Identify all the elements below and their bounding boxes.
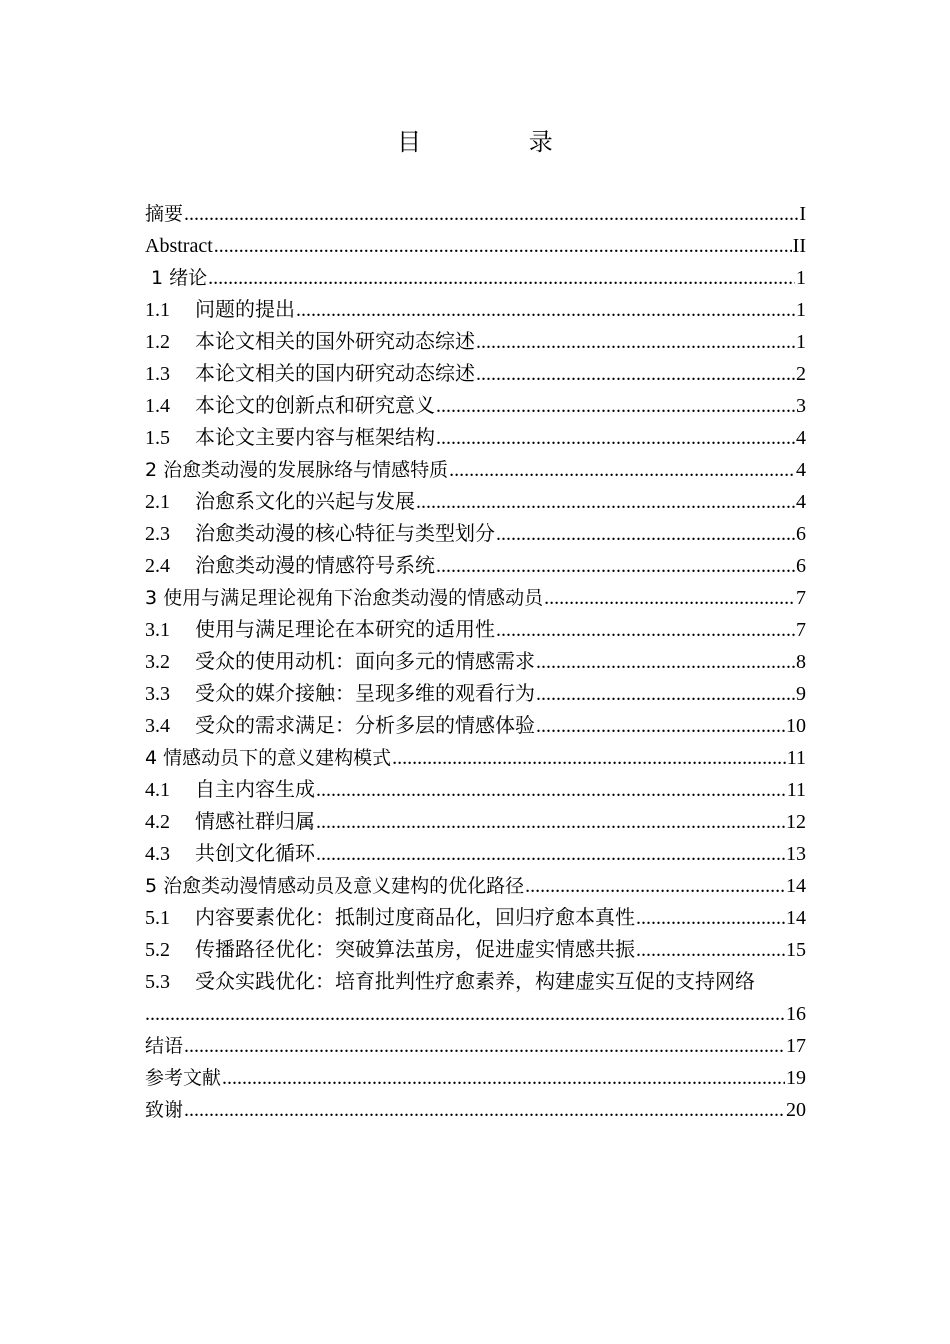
toc-entry-page: 6 xyxy=(796,523,806,545)
toc-entry-label: 受众实践优化：培育批判性疗愈素养，构建虚实互促的支持网络 xyxy=(195,971,755,993)
dot-leader xyxy=(525,870,785,902)
toc-entry[interactable] xyxy=(145,1062,806,1094)
toc-entry-number: 4.1 xyxy=(145,779,170,801)
toc-entry-label: 5 治愈类动漫情感动员及意义建构的优化路径 xyxy=(145,875,525,897)
toc-entry-number: 5.2 xyxy=(145,939,170,961)
toc-entry-label: 受众的使用动机：面向多元的情感需求 xyxy=(195,651,535,673)
toc-entry-label: 本论文主要内容与框架结构 xyxy=(195,427,435,449)
toc-entry[interactable] xyxy=(145,422,806,454)
toc-entry-label: 3 使用与满足理论视角下治愈类动漫的情感动员 xyxy=(145,587,544,609)
toc-entry-number: 5.1 xyxy=(145,907,170,929)
toc-entry[interactable] xyxy=(145,454,806,486)
dot-leader xyxy=(536,678,795,710)
toc-entry-page: 20 xyxy=(786,1099,806,1121)
toc-entry-label: 治愈类动漫的情感符号系统 xyxy=(195,555,435,577)
dot-leader xyxy=(222,1062,785,1094)
dot-leader xyxy=(184,198,798,230)
toc-entry-page: 2 xyxy=(796,363,806,385)
toc-entry[interactable] xyxy=(145,198,806,230)
toc-entry-page: 4 xyxy=(796,427,806,449)
toc-entry-page: 4 xyxy=(796,491,806,513)
toc-entry-page: II xyxy=(792,235,806,257)
toc-entry-number: 1.4 xyxy=(145,395,170,417)
toc-entry-continuation[interactable] xyxy=(145,998,806,1030)
toc-entry-page: 7 xyxy=(796,619,806,641)
toc-entry[interactable] xyxy=(145,390,806,422)
toc-entry-page: 11 xyxy=(786,747,806,769)
toc-entry-page: 15 xyxy=(786,939,806,961)
toc-entry-page: 17 xyxy=(786,1035,806,1057)
toc-entry[interactable] xyxy=(145,646,806,678)
toc-entry-label: 情感社群归属 xyxy=(195,811,315,833)
toc-entry-page: 3 xyxy=(796,395,806,417)
dot-leader xyxy=(544,582,795,614)
toc-entry-page: 1 xyxy=(796,267,806,289)
toc-entry-number: 4.3 xyxy=(145,843,170,865)
toc-entry-label: 治愈系文化的兴起与发展 xyxy=(195,491,415,513)
toc-entry[interactable] xyxy=(145,838,806,870)
toc-entry-page: 14 xyxy=(786,875,806,897)
toc-entry[interactable] xyxy=(145,486,806,518)
toc-entry-number: 1.1 xyxy=(145,299,170,321)
toc-entry[interactable] xyxy=(145,1030,806,1062)
toc-entry-label: 1 绪论 xyxy=(145,267,208,289)
toc-entry-page: 1 xyxy=(796,331,806,353)
toc-entry[interactable] xyxy=(145,966,806,998)
toc-entry-label: 本论文的创新点和研究意义 xyxy=(195,395,435,417)
toc-entry-number: 1.3 xyxy=(145,363,170,385)
toc-entry-label: 2 治愈类动漫的发展脉络与情感特质 xyxy=(145,459,449,481)
dot-leader xyxy=(392,742,786,774)
dot-leader xyxy=(449,454,795,486)
toc-entry[interactable] xyxy=(145,678,806,710)
toc-entry-label: 摘要 xyxy=(145,203,184,225)
dot-leader xyxy=(636,902,785,934)
dot-leader xyxy=(214,230,792,262)
toc-entry[interactable] xyxy=(145,710,806,742)
table-of-contents xyxy=(145,198,806,1126)
dot-leader xyxy=(436,390,795,422)
toc-entry[interactable] xyxy=(145,1094,806,1126)
toc-entry-number: 4.2 xyxy=(145,811,170,833)
toc-entry-page: 13 xyxy=(786,843,806,865)
toc-entry-label: 致谢 xyxy=(145,1099,184,1121)
toc-entry-number: 1.2 xyxy=(145,331,170,353)
dot-leader xyxy=(536,646,795,678)
toc-entry[interactable] xyxy=(145,358,806,390)
toc-entry-label: 使用与满足理论在本研究的适用性 xyxy=(195,619,495,641)
dot-leader xyxy=(476,358,795,390)
toc-entry[interactable] xyxy=(145,806,806,838)
dot-leader xyxy=(316,774,786,806)
toc-entry-number: 2.1 xyxy=(145,491,170,513)
toc-entry-page: 12 xyxy=(786,811,806,833)
dot-leader xyxy=(476,326,795,358)
toc-entry-number: 3.1 xyxy=(145,619,170,641)
toc-entry-page: 14 xyxy=(786,907,806,929)
toc-entry-number: 3.4 xyxy=(145,715,170,737)
toc-entry-number: 1.5 xyxy=(145,427,170,449)
toc-entry-label: 受众的需求满足：分析多层的情感体验 xyxy=(195,715,535,737)
toc-entry-page: 1 xyxy=(796,299,806,321)
dot-leader xyxy=(316,838,785,870)
toc-entry[interactable] xyxy=(145,326,806,358)
dot-leader xyxy=(416,486,795,518)
toc-entry-label: 治愈类动漫的核心特征与类型划分 xyxy=(195,523,495,545)
toc-entry[interactable] xyxy=(145,262,806,294)
dot-leader xyxy=(536,710,785,742)
toc-entry[interactable] xyxy=(145,614,806,646)
toc-entry-label: Abstract xyxy=(145,235,213,257)
toc-entry[interactable] xyxy=(145,742,806,774)
toc-entry[interactable] xyxy=(145,550,806,582)
dot-leader xyxy=(296,294,795,326)
dot-leader xyxy=(436,422,795,454)
toc-entry[interactable] xyxy=(145,934,806,966)
toc-entry[interactable] xyxy=(145,902,806,934)
toc-entry-label: 本论文相关的国内研究动态综述 xyxy=(195,363,475,385)
dot-leader xyxy=(184,1094,785,1126)
toc-entry[interactable] xyxy=(145,582,806,614)
toc-entry[interactable] xyxy=(145,294,806,326)
toc-entry-label: 传播路径优化：突破算法茧房，促进虚实情感共振 xyxy=(195,939,635,961)
dot-leader xyxy=(496,614,795,646)
toc-entry-page: 4 xyxy=(796,459,806,481)
toc-title: 目 录 xyxy=(397,128,603,156)
toc-entry-page: 6 xyxy=(796,555,806,577)
toc-entry-label: 自主内容生成 xyxy=(195,779,315,801)
toc-entry-label: 内容要素优化：抵制过度商品化，回归疗愈本真性 xyxy=(195,907,635,929)
toc-entry[interactable] xyxy=(145,230,806,262)
toc-entry-label: 4 情感动员下的意义建构模式 xyxy=(145,747,392,769)
toc-entry-page: I xyxy=(799,203,806,225)
toc-entry-page: 19 xyxy=(786,1067,806,1089)
toc-entry-number: 2.3 xyxy=(145,523,170,545)
dot-leader xyxy=(496,518,795,550)
toc-entry[interactable] xyxy=(145,518,806,550)
toc-entry-page: 10 xyxy=(786,715,806,737)
dot-leader xyxy=(184,1030,785,1062)
toc-entry-label: 问题的提出 xyxy=(195,299,295,321)
toc-entry-label: 共创文化循环 xyxy=(195,843,315,865)
toc-entry-page: 9 xyxy=(796,683,806,705)
toc-entry-page: 8 xyxy=(796,651,806,673)
dot-leader xyxy=(208,262,795,294)
dot-leader xyxy=(636,934,785,966)
toc-entry[interactable] xyxy=(145,774,806,806)
toc-entry-number: 3.3 xyxy=(145,683,170,705)
dot-leader xyxy=(436,550,795,582)
toc-entry-label: 本论文相关的国外研究动态综述 xyxy=(195,331,475,353)
toc-entry-number: 3.2 xyxy=(145,651,170,673)
dot-leader xyxy=(316,806,785,838)
toc-entry-number: 2.4 xyxy=(145,555,170,577)
toc-entry-label: 参考文献 xyxy=(145,1067,222,1089)
toc-entry-page: 7 xyxy=(796,587,806,609)
toc-entry-label: 受众的媒介接触：呈现多维的观看行为 xyxy=(195,683,535,705)
toc-entry-label: 结语 xyxy=(145,1035,184,1057)
toc-entry-number: 5.3 xyxy=(145,971,170,993)
dot-leader xyxy=(145,998,785,1030)
toc-entry-page: 11 xyxy=(786,779,806,801)
toc-entry[interactable] xyxy=(145,870,806,902)
toc-entry-page: 16 xyxy=(786,1003,806,1025)
